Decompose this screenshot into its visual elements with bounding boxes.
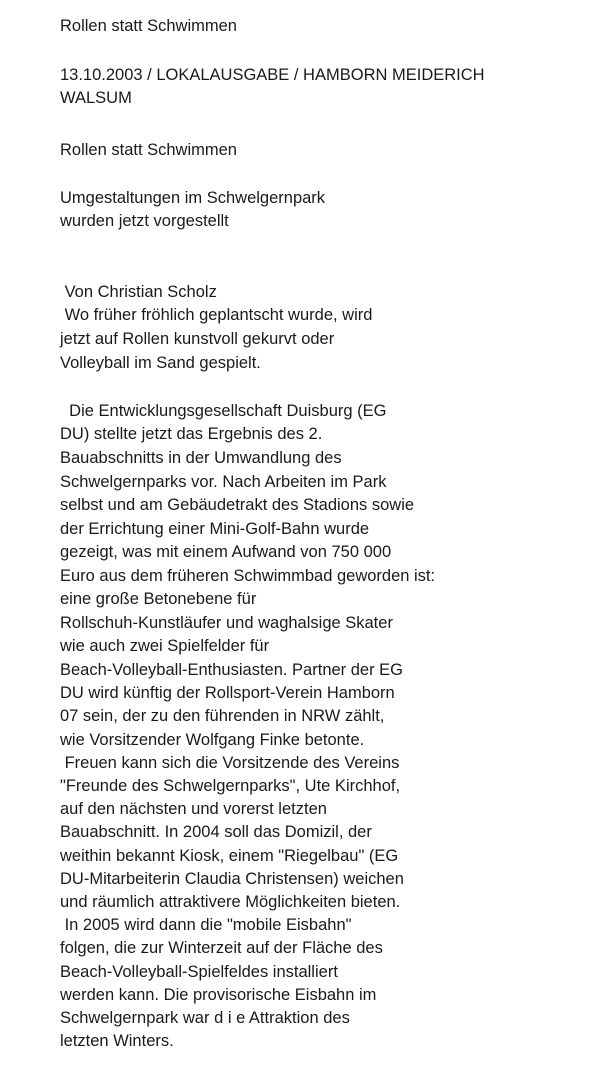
body-line: Wo früher fröhlich geplantscht wurde, wird xyxy=(60,306,373,324)
body-line: Bauabschnitts in der Umwandlung des xyxy=(60,449,342,467)
body-line: Beach-Volleyball-Spielfeldes installiert xyxy=(60,963,338,981)
body-line: Freuen kann sich die Vorsitzende des Vereins xyxy=(60,754,400,772)
body-line: Schwelgernparks vor. Nach Arbeiten im Park xyxy=(60,473,387,491)
body-line: wie Vorsitzender Wolfgang Finke betonte. xyxy=(60,731,365,749)
body-line: eine große Betonebene für xyxy=(60,590,257,608)
article-headline: Rollen statt Schwimmen xyxy=(60,141,237,159)
body-line: Beach-Volleyball-Enthusiasten. Partner der EG xyxy=(60,661,404,679)
body-line: Rollschuh-Kunstläufer und waghalsige Skater xyxy=(60,614,393,632)
article-subheadline-line-2: wurden jetzt vorgestellt xyxy=(60,212,229,230)
article-byline: Von Christian Scholz xyxy=(60,283,217,301)
body-line: Euro aus dem früheren Schwimmbad geworden ist: xyxy=(60,567,436,585)
document-title: Rollen statt Schwimmen xyxy=(60,17,237,35)
body-line: und räumlich attraktivere Möglichkeiten bieten. xyxy=(60,893,401,911)
body-line: folgen, die zur Winterzeit auf der Fläche des xyxy=(60,939,383,957)
body-line: DU-Mitarbeiterin Claudia Christensen) weichen xyxy=(60,870,404,888)
body-line: Bauabschnitt. In 2004 soll das Domizil, der xyxy=(60,823,372,841)
body-line: "Freunde des Schwelgernparks", Ute Kirchhof, xyxy=(60,777,401,795)
publication-meta-line-2: WALSUM xyxy=(60,89,132,107)
body-line: gezeigt, was mit einem Aufwand von 750 000 xyxy=(60,543,392,561)
body-line: wie auch zwei Spielfelder für xyxy=(60,637,270,655)
body-line: Volleyball im Sand gespielt. xyxy=(60,354,261,372)
body-line: selbst und am Gebäudetrakt des Stadions sowie xyxy=(60,496,415,514)
body-line: weithin bekannt Kiosk, einem "Riegelbau" (EG xyxy=(60,847,399,865)
body-line: In 2005 wird dann die "mobile Eisbahn" xyxy=(60,916,352,934)
body-line: Die Entwicklungsgesellschaft Duisburg (EG xyxy=(60,402,387,420)
body-line: 07 sein, der zu den führenden in NRW zählt, xyxy=(60,707,385,725)
body-line: DU) stellte jetzt das Ergebnis des 2. xyxy=(60,425,323,443)
article-subheadline-line-1: Umgestaltungen im Schwelgernpark xyxy=(60,189,326,207)
body-line: DU wird künftig der Rollsport-Verein Hamborn xyxy=(60,684,395,702)
body-line: der Errichtung einer Mini-Golf-Bahn wurde xyxy=(60,520,370,538)
body-line: Schwelgernpark war d i e Attraktion des xyxy=(60,1009,350,1027)
publication-meta-line-1: 13.10.2003 / LOKALAUSGABE / HAMBORN MEIDERICH xyxy=(60,66,485,84)
body-line: letzten Winters. xyxy=(60,1032,174,1050)
body-line: jetzt auf Rollen kunstvoll gekurvt oder xyxy=(60,330,335,348)
body-line: werden kann. Die provisorische Eisbahn im xyxy=(60,986,377,1004)
body-line: auf den nächsten und vorerst letzten xyxy=(60,800,327,818)
